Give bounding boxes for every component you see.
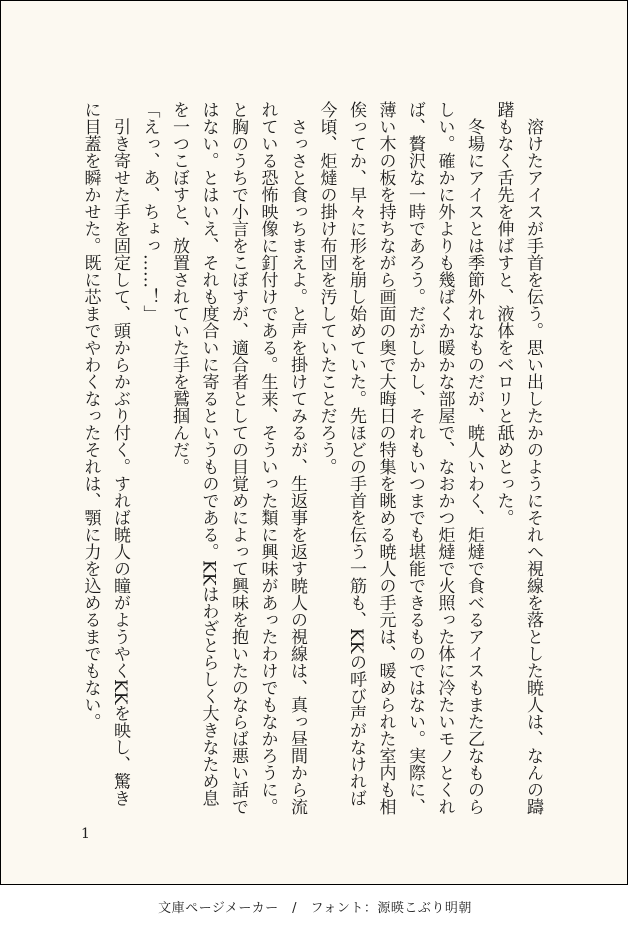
vertical-text-body xyxy=(79,101,547,821)
paragraph-5: 引き寄せた手を固定して、頭からかぶり付く。すれば暁人の瞳がようやくKKを映し、驚きに目蓋を瞬かせた。既に芯までやわくなったそれは、顎に力を込めるまでもない。 xyxy=(80,101,130,807)
paragraph-3: さっさと食っちまえよ。と声を掛けてみるが、生返事を返す暁人の視線は、真っ昼間から流れている恐怖映像に釘付けである。生来、そういった類に興味があったわけでもなかろうに。と胸のうちで小言をこぼすが、適合者としての目覚めによって興味を抱いたのならば悪い話ではない。とはいえ、それも度合いに寄るというものである。KKはわざとらしく大きなため息を一つこぼすと、放置されていた手を鷲掴んだ。 xyxy=(169,101,307,815)
paragraph-dialogue: 「えっ、あ、ちょっ……！」 xyxy=(139,101,160,322)
footer-credit: 文庫ページメーカー / フォント：源暎こぶり明朝 xyxy=(158,901,472,916)
paragraph-2: 冬場にアイスとは季節外れなものだが、暁人いわく、炬燵で食べるアイスもまた乙なものらしい。確かに外よりも幾ばくか暖かな部屋で、なおかつ炬燵で火照った体に冷たいモノとくれば、贅沢な一時であろう。だがしかし、それもいつまでも堪能できるものではない。実際に、薄い木の板を持ちながら画面の奥で大晦日の特集を眺める暁人の手元は、暖められた室内も相俟ってか、早々に形を崩し始めていた。先ほどの手首を伝う一筋も、KKの呼び声がなければ今頃、炬燵の掛け布団を汚していたことだろう。 xyxy=(316,101,484,815)
paragraph-1: 溶けたアイスが手首を伝う。思い出したかのようにそれへ視線を落とした暁人は、なんの躊躇もなく舌先を伸ばすと、液体をベロリと舐めとった。 xyxy=(493,101,543,815)
page-number: 1 xyxy=(81,826,90,842)
